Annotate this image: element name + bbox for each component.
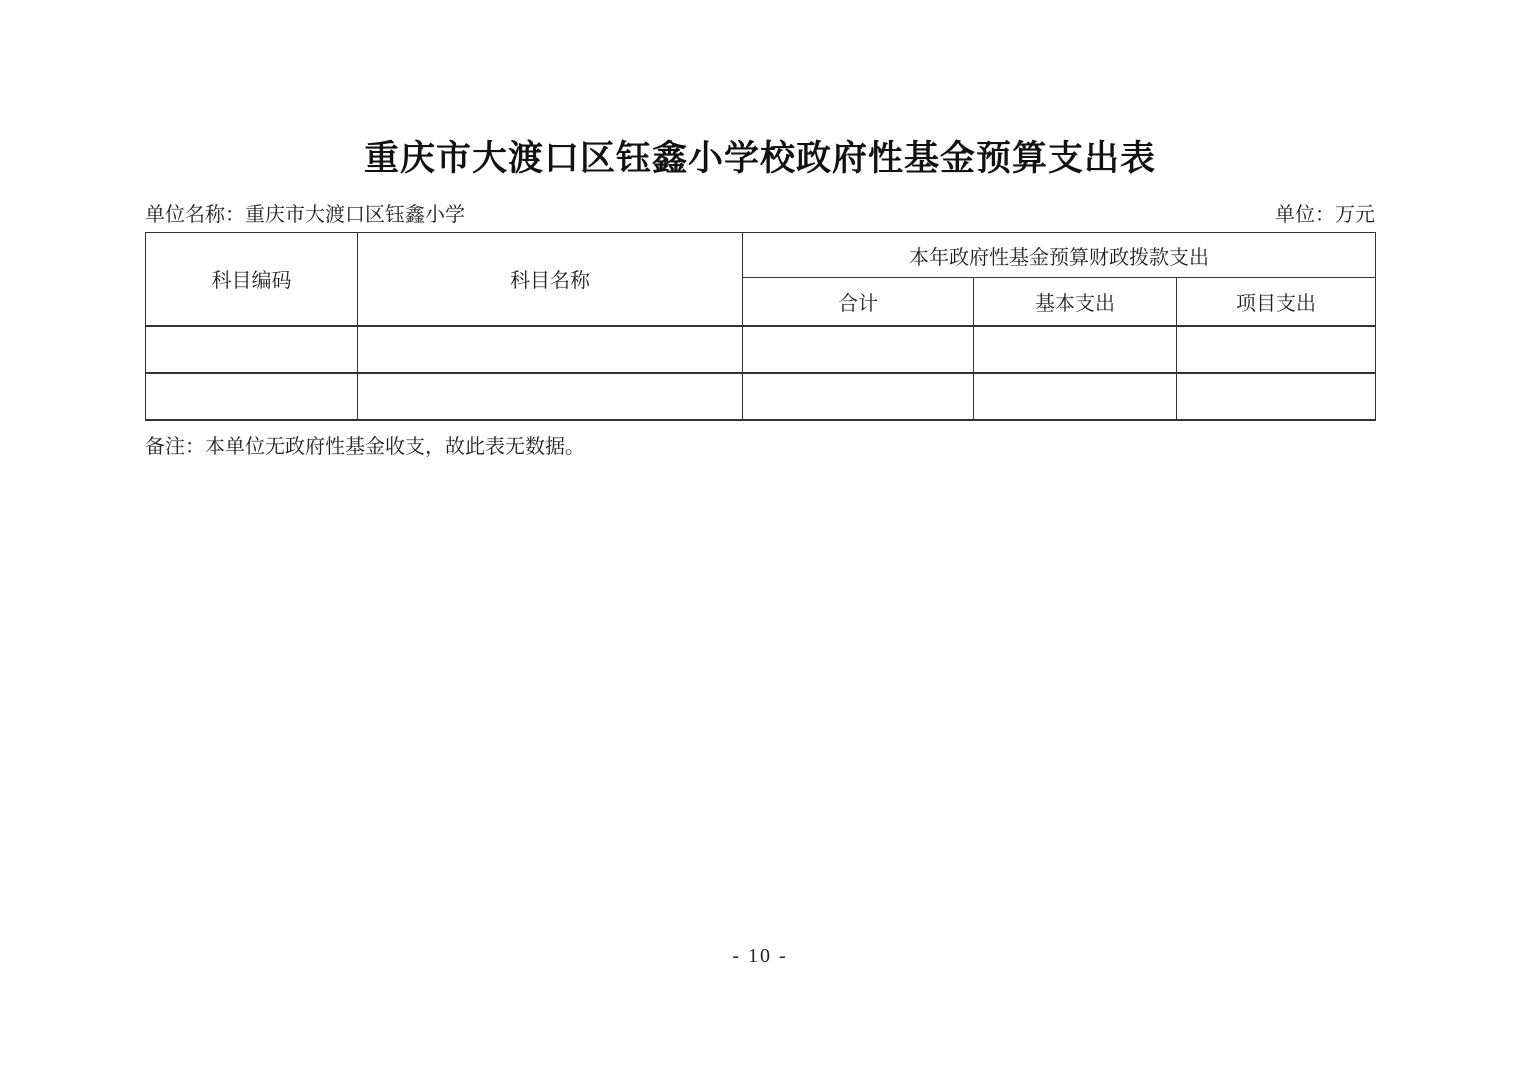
cell-basic — [974, 373, 1177, 420]
unit-name-label: 单位名称：重庆市大渡口区钰鑫小学 — [145, 204, 465, 226]
footnote: 备注：本单位无政府性基金收支，故此表无数据。 — [145, 436, 585, 458]
table-header-row-top — [146, 233, 1376, 278]
currency-unit-label: 单位：万元 — [1275, 204, 1375, 226]
table-header — [146, 233, 1376, 326]
cell-name — [358, 326, 743, 373]
table-row — [146, 326, 1376, 373]
budget-table — [145, 232, 1376, 421]
header-group-expenditure: 本年政府性基金预算财政拨款支出 — [743, 233, 1376, 278]
header-basic-expenditure: 基本支出 — [974, 278, 1177, 326]
table-body — [146, 326, 1376, 420]
table-meta-row — [145, 201, 1375, 229]
header-total: 合计 — [743, 278, 974, 326]
cell-project — [1177, 326, 1376, 373]
cell-code — [146, 373, 358, 420]
cell-total — [743, 373, 974, 420]
table-row — [146, 373, 1376, 420]
cell-total — [743, 326, 974, 373]
cell-code — [146, 326, 358, 373]
page-title: 重庆市大渡口区钰鑫小学校政府性基金预算支出表 — [363, 139, 1156, 178]
header-project-expenditure: 项目支出 — [1177, 278, 1376, 326]
cell-name — [358, 373, 743, 420]
header-subject-code: 科目编码 — [146, 233, 358, 326]
page-number: - 10 - — [732, 945, 788, 967]
cell-basic — [974, 326, 1177, 373]
cell-project — [1177, 373, 1376, 420]
header-subject-name: 科目名称 — [358, 233, 743, 326]
